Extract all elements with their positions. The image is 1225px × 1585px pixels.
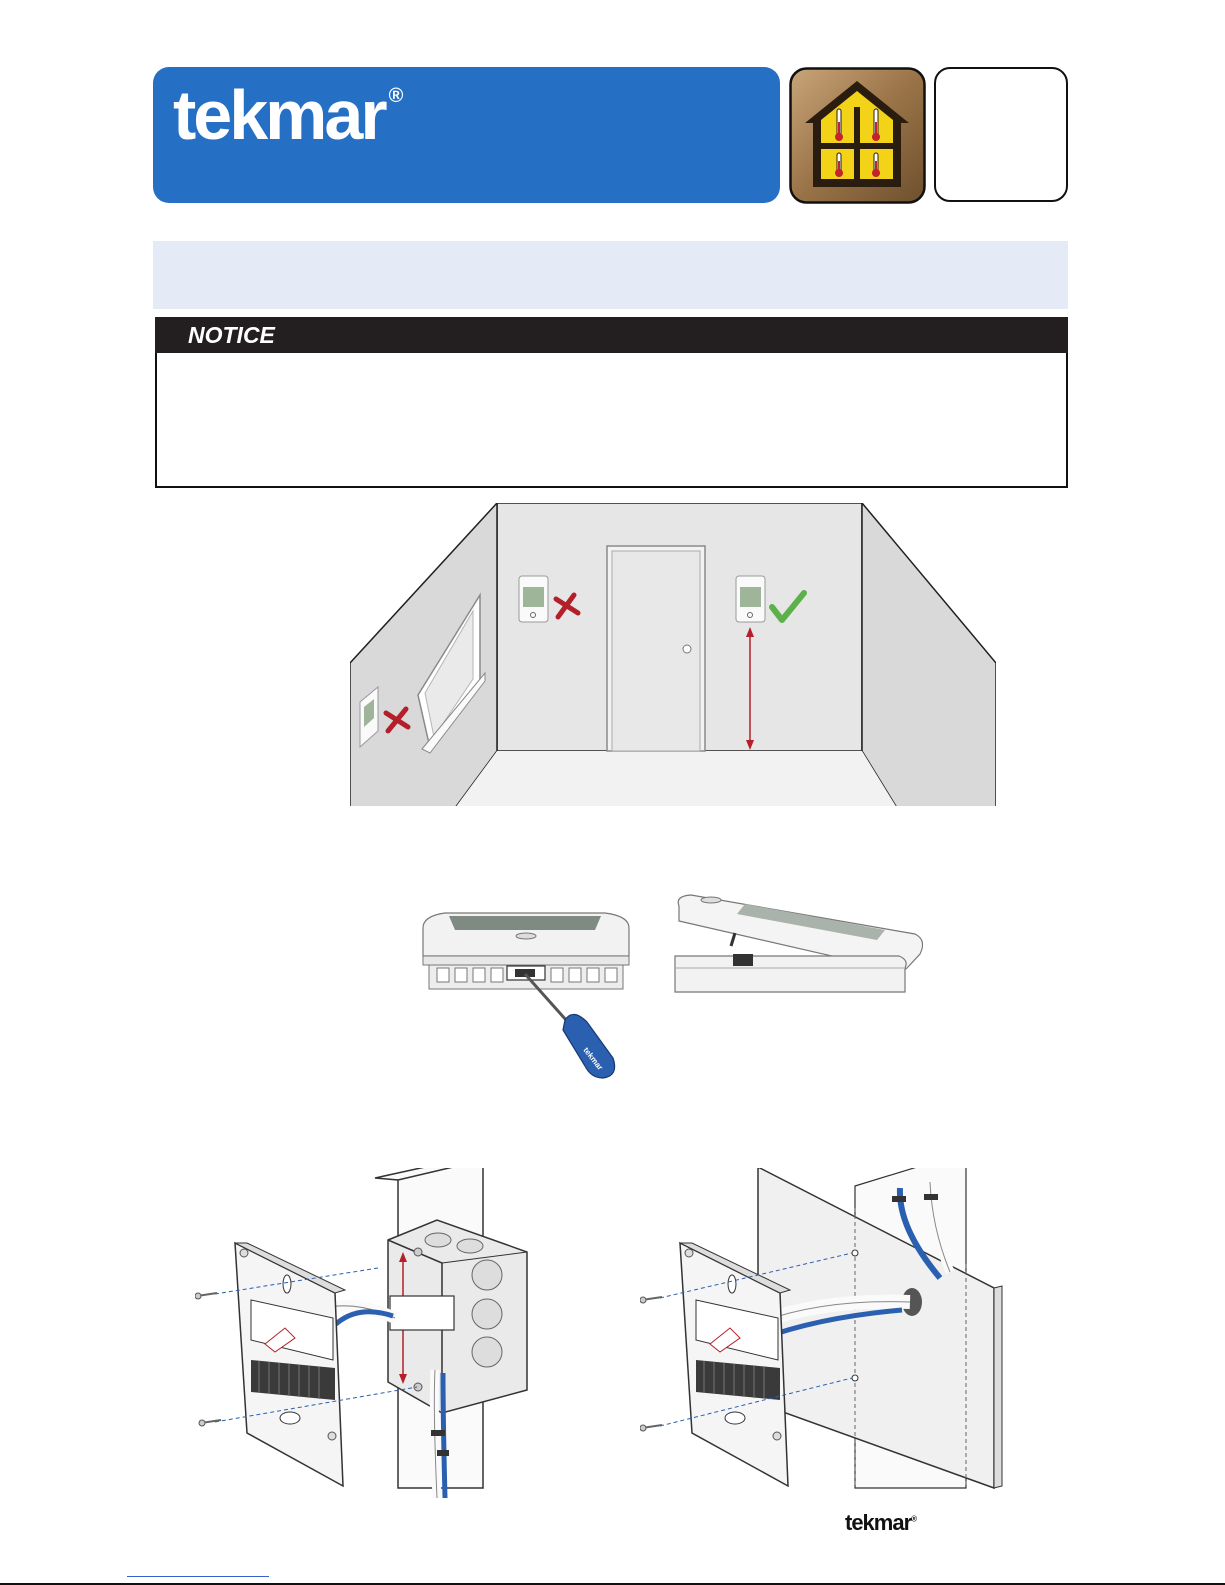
wall-mounting-figure bbox=[640, 1168, 1005, 1508]
title-band bbox=[153, 241, 1068, 309]
footer-logo: tekmar® bbox=[845, 1510, 918, 1535]
electrical-box-mounting-figure bbox=[195, 1168, 570, 1508]
screw-icon bbox=[199, 1420, 221, 1426]
screw-icon bbox=[640, 1297, 662, 1303]
brand-logo: tekmar ® bbox=[173, 76, 404, 154]
screwdriver-icon bbox=[525, 974, 615, 1078]
cover-removal-figure bbox=[415, 888, 923, 1098]
thermostat-front-view bbox=[423, 913, 629, 989]
screw-icon bbox=[640, 1425, 662, 1431]
thermostat-bad-location-2 bbox=[519, 576, 548, 622]
footer-link-underline[interactable] bbox=[127, 1576, 269, 1577]
house-thermostat-icon bbox=[789, 67, 926, 204]
thermostat-location-figure bbox=[350, 503, 996, 811]
svg-text:tekmar: tekmar bbox=[581, 1045, 605, 1072]
thermostat-good-location bbox=[736, 576, 765, 622]
thermostat-opened-view bbox=[675, 895, 923, 992]
notice-label: NOTICE bbox=[188, 322, 275, 348]
product-number-tile bbox=[934, 67, 1068, 202]
notice-header-bar bbox=[155, 317, 1068, 353]
screw-icon bbox=[195, 1293, 217, 1299]
